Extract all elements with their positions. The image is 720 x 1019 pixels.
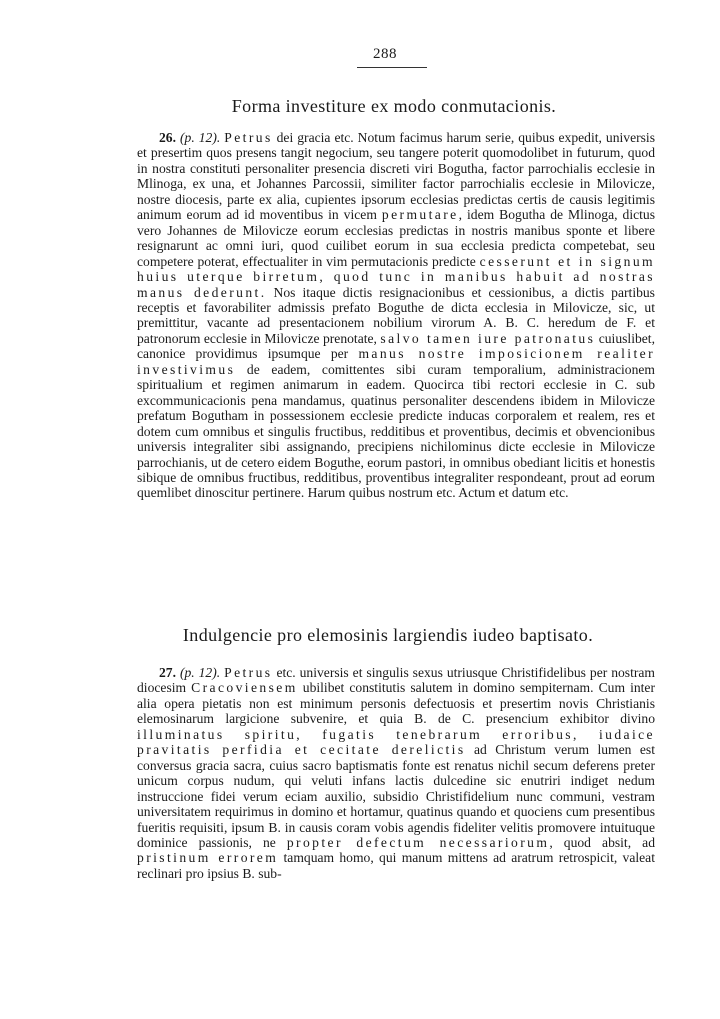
text-run: , idem Bogutha de Mlinoga, dictus vero Johannes de Milovicze eorum ecclesias predictas in nostris manibus sponte et libere resignarunt ac omni iuri, quod cuilibet eorum in sua ecclesia predicta competebat, seu competere poterat, effectualiter in vim permutacionis predicte <box>137 207 655 269</box>
page-number: 288 <box>373 46 397 62</box>
text-run: dei gracia etc. Notum facimus harum serie, quibus expedit, universis et presertim quos presens tangit negocium, seu tangere poterit quomodolibet in futurum, quod in nostra constituti personaliter presencia discreti viri Bogutha, factor parrochialis ecclesie in Mlinoga, ex una, et Johannes Parcossii, similiter factor parrochialis ecclesie in Milovicze, nostre diocesis, parte ex alia, cupientes ipsorum ecclesias predictas certis de causis legitimis animum eorum ad id moventibus in vicem <box>137 130 655 223</box>
section-27-text <box>137 665 655 881</box>
spaced-name: Petrus <box>224 130 273 145</box>
spaced-text: cesserunt et in signum huius uterque birretum, quod tunc in manibus habuit ad nostras manus dederunt. <box>137 253 655 300</box>
text-run: tamquam homo, qui manum mittens ad aratrum retrospicit, valeat reclinari pro ipsius B. sub- <box>137 850 655 881</box>
spaced-text: propter defectum necessariorum <box>286 834 550 850</box>
spaced-text: manus nostre imposicionem realiter investivimus <box>137 346 655 377</box>
text-run: Nos itaque dictis resignacionibus et cessionibus, a dictis partibus receptis et favorabiliter admissis prefato Boguthe de dicta ecclesia in Milovicze, sic, ut premittitur, vacante ad presentacionem nobilium virorum A. B. C. heredum de F. et patronorum ecclesie in Milovicze prenotate, <box>137 284 655 346</box>
page-reference: (p. 12). <box>180 130 221 145</box>
section-27-title: Indulgencie pro elemosinis largiendis iudeo baptisato. <box>182 625 594 645</box>
page-reference: (p. 12). <box>179 665 221 680</box>
section-26-title: Forma investiture ex modo conmutacionis. <box>231 96 557 116</box>
text-run: , quod absit, ad <box>549 834 656 850</box>
spaced-text: Cracoviensem <box>191 680 298 696</box>
spaced-text: salvo tamen iure patronatus <box>380 330 596 346</box>
text-run: de eadem, comittentes sibi curam temporalium, administracionem spiritualium et regimen animarum in eadem. Quocirca tibi rectori ecclesie in C. sub excommunicacionis pena mandamus, quatinus personaliter descendens ibidem in Milovicze prefatum Bogutham in possessionem ecclesie predicte inducas corporalem et realem, res et dotem cum omnibus et singulis fructibus, redditibus et proventibus, decimis et obvencionibus universis integraliter sibi assignando, precipiens nichilominus dicte ecclesie in Milovicze parrochianis, ut de cetero eidem Boguthe, eorum pastori, in omnibus obediant licitis et honestis sibique de omnibus fructibus, redditibus, proventibus integraliter respondeant, prout ad eorum quemlibet dinoscitur pertinere. Harum quibus nostrum etc. Actum et datum etc. <box>137 361 655 501</box>
spaced-name: Petrus <box>224 665 273 680</box>
section-26-text <box>137 130 655 501</box>
spaced-text: illuminatus spiritu, fugatis tenebrarum erroribus, iudaice pravitatis perfidia et cecitate derelictis <box>137 726 655 758</box>
entry-number: 27. <box>159 665 176 680</box>
entry-number: 26. <box>159 130 176 145</box>
header-rule <box>357 67 427 68</box>
text-run: ubilibet constitutis salutem in domino sempiternam. Cum inter alia opera pietatis non est minimum personis defectuosis et presertim novis Christianis elemosinarum largicione subvenire, et quia B. de C. presencium exhibitor divino <box>137 680 655 727</box>
spaced-text: pristinum errorem <box>137 850 279 866</box>
text-run: cuiuslibet, canonice providimus ipsumque per <box>137 330 655 362</box>
text-run: ad Christum verum lumen est conversus gracia sacra, cuius sacro baptismatis fonte est renatus nichil secum deferens preter unicum corpus nudum, qui veluti infans lactis dulcedine sic enutriri indiget nedum instruccione fidei verum eciam auxilio, subsidio Christifidelium nunc communi, vestram universitatem requirimus in domino et hortamur, quatinus quando et quociens cum presentibus fueritis requisiti, ipsum B. in causis coram vobis agendis fideliter velitis promovere intuituque dominice passionis, ne <box>137 742 655 850</box>
spaced-text: permutare <box>381 207 459 223</box>
text-run: etc. universis et singulis sexus utriusque Christifidelibus per nostram diocesim <box>137 665 656 696</box>
